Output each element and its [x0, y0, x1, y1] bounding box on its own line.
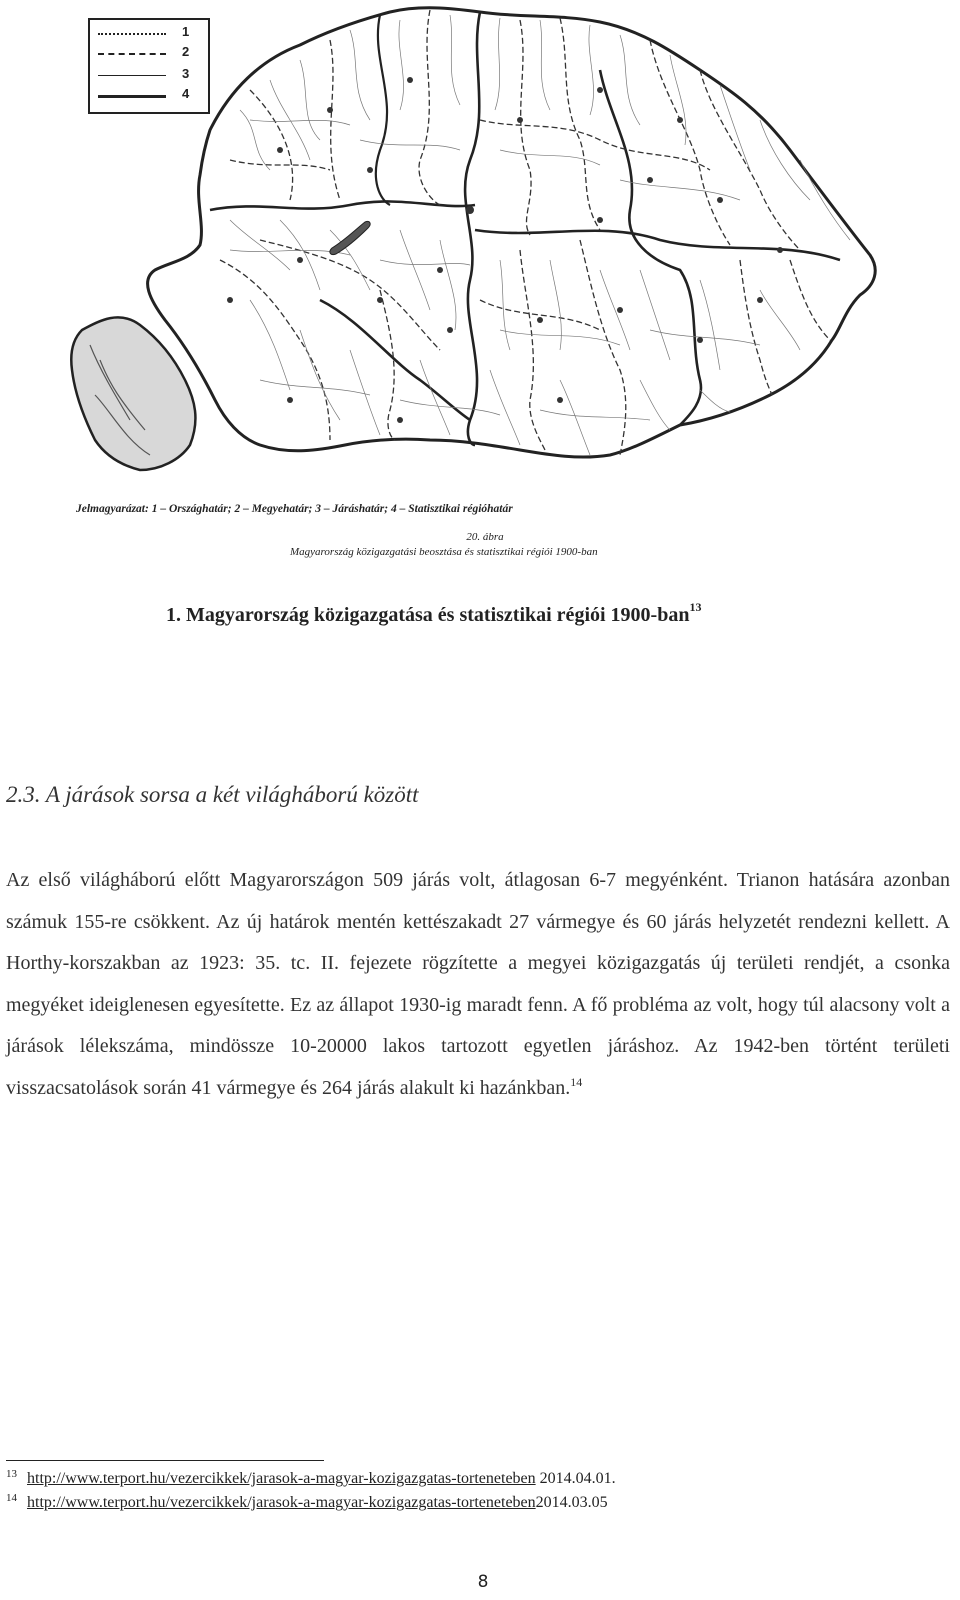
caption-text: 1. Magyarország közigazgatása és statisztikai régiói 1900-ban: [166, 604, 690, 626]
legend-line-thin: [98, 75, 166, 76]
region-border-1: [465, 12, 480, 445]
footnote-link[interactable]: http://www.terport.hu/vezercikkek/jarasok-a-magyar-kozigazgatas-torteneteben: [27, 1470, 536, 1487]
legend-num: 2: [182, 44, 190, 59]
footnote-14: [6, 1494, 608, 1512]
legend-num: 3: [182, 66, 190, 81]
map-legend-box: [88, 18, 210, 114]
legend-line-dotted: [98, 33, 166, 35]
figure-title: Magyarország közigazgatási beosztása és statisztikai régiói 1900-ban: [290, 546, 598, 558]
legend-num: 4: [182, 86, 190, 101]
footnote-number: 13: [6, 1468, 17, 1480]
page-number: 8: [477, 1572, 489, 1592]
legend-line-thick: [98, 95, 166, 98]
map-legend-text: Jelmagyarázat: 1 – Országhatár; 2 – Megyehatár; 3 – Járáshatár; 4 – Statisztikai régióhatár: [76, 503, 513, 515]
footnote-number: 14: [6, 1492, 17, 1504]
paragraph-text: Az első világháború előtt Magyarországon 509 járás volt, átlagosan 6-7 megyénként. Trianon hatására azonban számuk 155-re csökkent. Az új határok mentén kettészakadt 27 vármegye és 60 járás helyzetét rendezni kellett. A Horthy-korszakban az 1923: 35. tc. II. fejezete rögzítette a megyei közigazgatás új területi rendjét, a csonka megyéket ideiglenesen egyesítette. Ez az állapot 1930-ig maradt fenn. A fő probléma az volt, hogy túl alacsony volt a járások lélekszáma, mindössze 10-20000 lakos tartozott egyetlen járáshoz. Az 1942-ben történt területi visszacsatolások során 41 vármegye és 264 járás alakult ki hazánkban.: [6, 869, 950, 1099]
map-figure: [0, 0, 960, 580]
section-heading: 2.3. A járások sorsa a két világháború között: [6, 782, 419, 807]
footnote-separator: [6, 1460, 324, 1461]
region-border-2: [210, 201, 475, 210]
figure-caption: [166, 600, 702, 627]
legend-row-1: [98, 24, 198, 44]
footnote-ref[interactable]: 14: [570, 1074, 583, 1089]
figure-number: 20. ábra: [466, 531, 504, 543]
footnote-date: 2014.03.05: [535, 1494, 608, 1511]
legend-row-3: [98, 66, 198, 86]
region-border-6: [376, 15, 390, 205]
region-border-4: [320, 300, 470, 420]
footnote-link[interactable]: http://www.terport.hu/vezercikkek/jarasok-a-magyar-kozigazgatas-torteneteben: [27, 1494, 536, 1511]
croatia-region: [71, 317, 195, 470]
legend-row-4: [98, 86, 198, 106]
footnote-ref[interactable]: 13: [689, 600, 702, 614]
lake-balaton: [330, 221, 370, 254]
footnote-13: [6, 1470, 616, 1488]
legend-line-dashed: [98, 53, 166, 55]
body-paragraph: [6, 860, 950, 1109]
footnote-date: 2014.04.01.: [535, 1470, 616, 1487]
legend-num: 1: [182, 24, 190, 39]
legend-row-2: [98, 44, 198, 64]
